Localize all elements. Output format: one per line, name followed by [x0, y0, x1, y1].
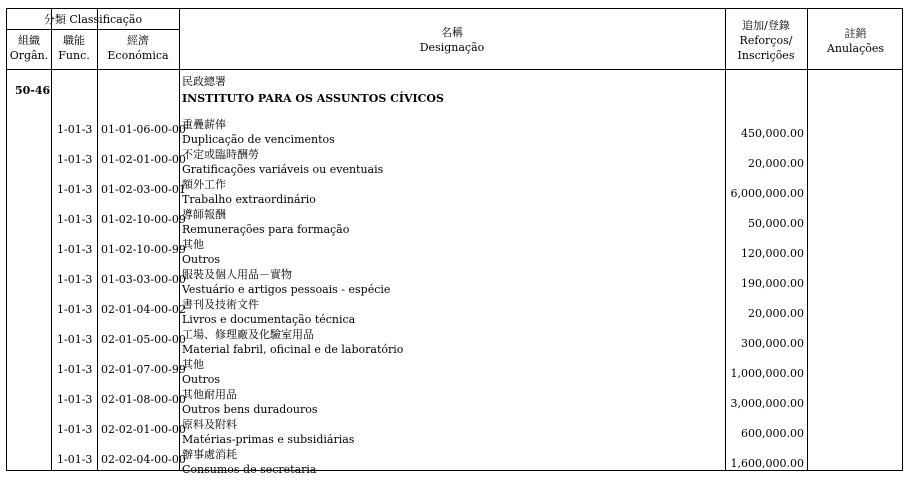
row-amount: 600,000.00	[741, 427, 804, 440]
row-econ-code: 02-01-08-00-00	[101, 393, 186, 406]
row-econ-code: 01-02-10-00-99	[101, 243, 186, 256]
row-designation-pt: Material fabril, oficinal e de laboratório	[182, 343, 404, 356]
annulment-header-pt: Anulações	[826, 42, 885, 55]
econ-header-pt: Económica	[107, 49, 169, 62]
row-econ-code: 02-01-07-00-99	[101, 363, 186, 376]
row-func-code: 1-01-3	[57, 183, 93, 196]
designation-header-zh: 名稱	[441, 26, 463, 39]
header-divider	[7, 29, 179, 30]
organ-code: 50-46	[15, 84, 51, 97]
row-amount: 3,000,000.00	[730, 397, 804, 410]
reinforcement-header-pt2: Inscrições	[737, 49, 795, 62]
column-divider	[97, 9, 98, 470]
func-header-zh: 職能	[63, 34, 85, 47]
row-func-code: 1-01-3	[57, 333, 93, 346]
row-econ-code: 02-01-05-00-00	[101, 333, 186, 346]
header-bottom-rule	[7, 69, 902, 70]
row-amount: 20,000.00	[748, 307, 804, 320]
institution-name-zh: 民政總署	[182, 75, 226, 88]
row-designation-pt: Remunerações para formação	[182, 223, 350, 236]
row-econ-code: 01-02-03-00-01	[101, 183, 186, 196]
row-designation-zh: 重疊薪俸	[182, 118, 226, 131]
row-func-code: 1-01-3	[57, 153, 93, 166]
row-designation-zh: 書刊及技術文件	[182, 298, 259, 311]
classification-header: 分類 Classificação	[43, 13, 143, 26]
row-amount: 1,600,000.00	[730, 457, 804, 470]
budget-table	[6, 8, 903, 476]
institution-name-pt: INSTITUTO PARA OS ASSUNTOS CÍVICOS	[182, 92, 444, 105]
row-func-code: 1-01-3	[57, 423, 93, 436]
row-econ-code: 02-01-04-00-02	[101, 303, 186, 316]
row-designation-zh: 其他	[182, 238, 204, 251]
row-designation-pt: Outros bens duradouros	[182, 403, 318, 416]
row-designation-zh: 額外工作	[182, 178, 226, 191]
func-header-pt: Func.	[58, 49, 90, 62]
row-econ-code: 01-03-03-00-00	[101, 273, 186, 286]
row-designation-zh: 其他耐用品	[182, 388, 237, 401]
reinforcement-header-pt1: Reforços/	[739, 34, 793, 47]
row-econ-code: 02-02-04-00-00	[101, 453, 186, 466]
row-designation-pt: Consumos de secretaria	[182, 463, 317, 476]
row-func-code: 1-01-3	[57, 393, 93, 406]
row-func-code: 1-01-3	[57, 453, 93, 466]
row-designation-pt: Trabalho extraordinário	[182, 193, 316, 206]
reinforcement-header-zh: 追加/登錄	[742, 19, 790, 32]
row-amount: 20,000.00	[748, 157, 804, 170]
row-designation-zh: 服裝及個人用品－實物	[182, 268, 292, 281]
row-designation-pt: Gratificações variáveis ou eventuais	[182, 163, 384, 176]
row-func-code: 1-01-3	[57, 213, 93, 226]
row-designation-zh: 原料及附料	[182, 418, 237, 431]
organ-header-zh: 組織	[18, 34, 40, 47]
row-func-code: 1-01-3	[57, 123, 93, 136]
row-amount: 120,000.00	[741, 247, 804, 260]
organ-header-pt: Orgân.	[9, 49, 49, 62]
row-econ-code: 01-02-01-00-00	[101, 153, 186, 166]
row-func-code: 1-01-3	[57, 303, 93, 316]
column-divider	[807, 9, 808, 470]
row-amount: 300,000.00	[741, 337, 804, 350]
row-amount: 1,000,000.00	[730, 367, 804, 380]
row-designation-pt: Vestuário e artigos pessoais - espécie	[182, 283, 391, 296]
annulment-header-zh: 註銷	[844, 27, 867, 40]
econ-header-zh: 經濟	[127, 34, 149, 47]
row-designation-pt: Outros	[182, 253, 221, 266]
designation-header-pt: Designação	[419, 41, 485, 54]
row-designation-zh: 其他	[182, 358, 204, 371]
row-designation-pt: Matérias-primas e subsidiárias	[182, 433, 355, 446]
row-amount: 450,000.00	[741, 127, 804, 140]
row-designation-zh: 導師報酬	[182, 208, 226, 221]
row-amount: 50,000.00	[748, 217, 804, 230]
row-amount: 6,000,000.00	[730, 187, 804, 200]
row-designation-zh: 辦事處消耗	[182, 448, 237, 461]
row-func-code: 1-01-3	[57, 273, 93, 286]
row-designation-zh: 不定或臨時酬勞	[182, 148, 259, 161]
row-func-code: 1-01-3	[57, 363, 93, 376]
row-econ-code: 02-02-01-00-00	[101, 423, 186, 436]
row-econ-code: 01-01-06-00-00	[101, 123, 186, 136]
row-econ-code: 01-02-10-00-09	[101, 213, 186, 226]
row-designation-pt: Livros e documentação técnica	[182, 313, 356, 326]
row-func-code: 1-01-3	[57, 243, 93, 256]
row-designation-pt: Duplicação de vencimentos	[182, 133, 335, 146]
row-amount: 190,000.00	[741, 277, 804, 290]
row-designation-zh: 工場、修理廠及化驗室用品	[182, 328, 314, 341]
row-designation-pt: Outros	[182, 373, 221, 386]
column-divider	[51, 9, 52, 470]
